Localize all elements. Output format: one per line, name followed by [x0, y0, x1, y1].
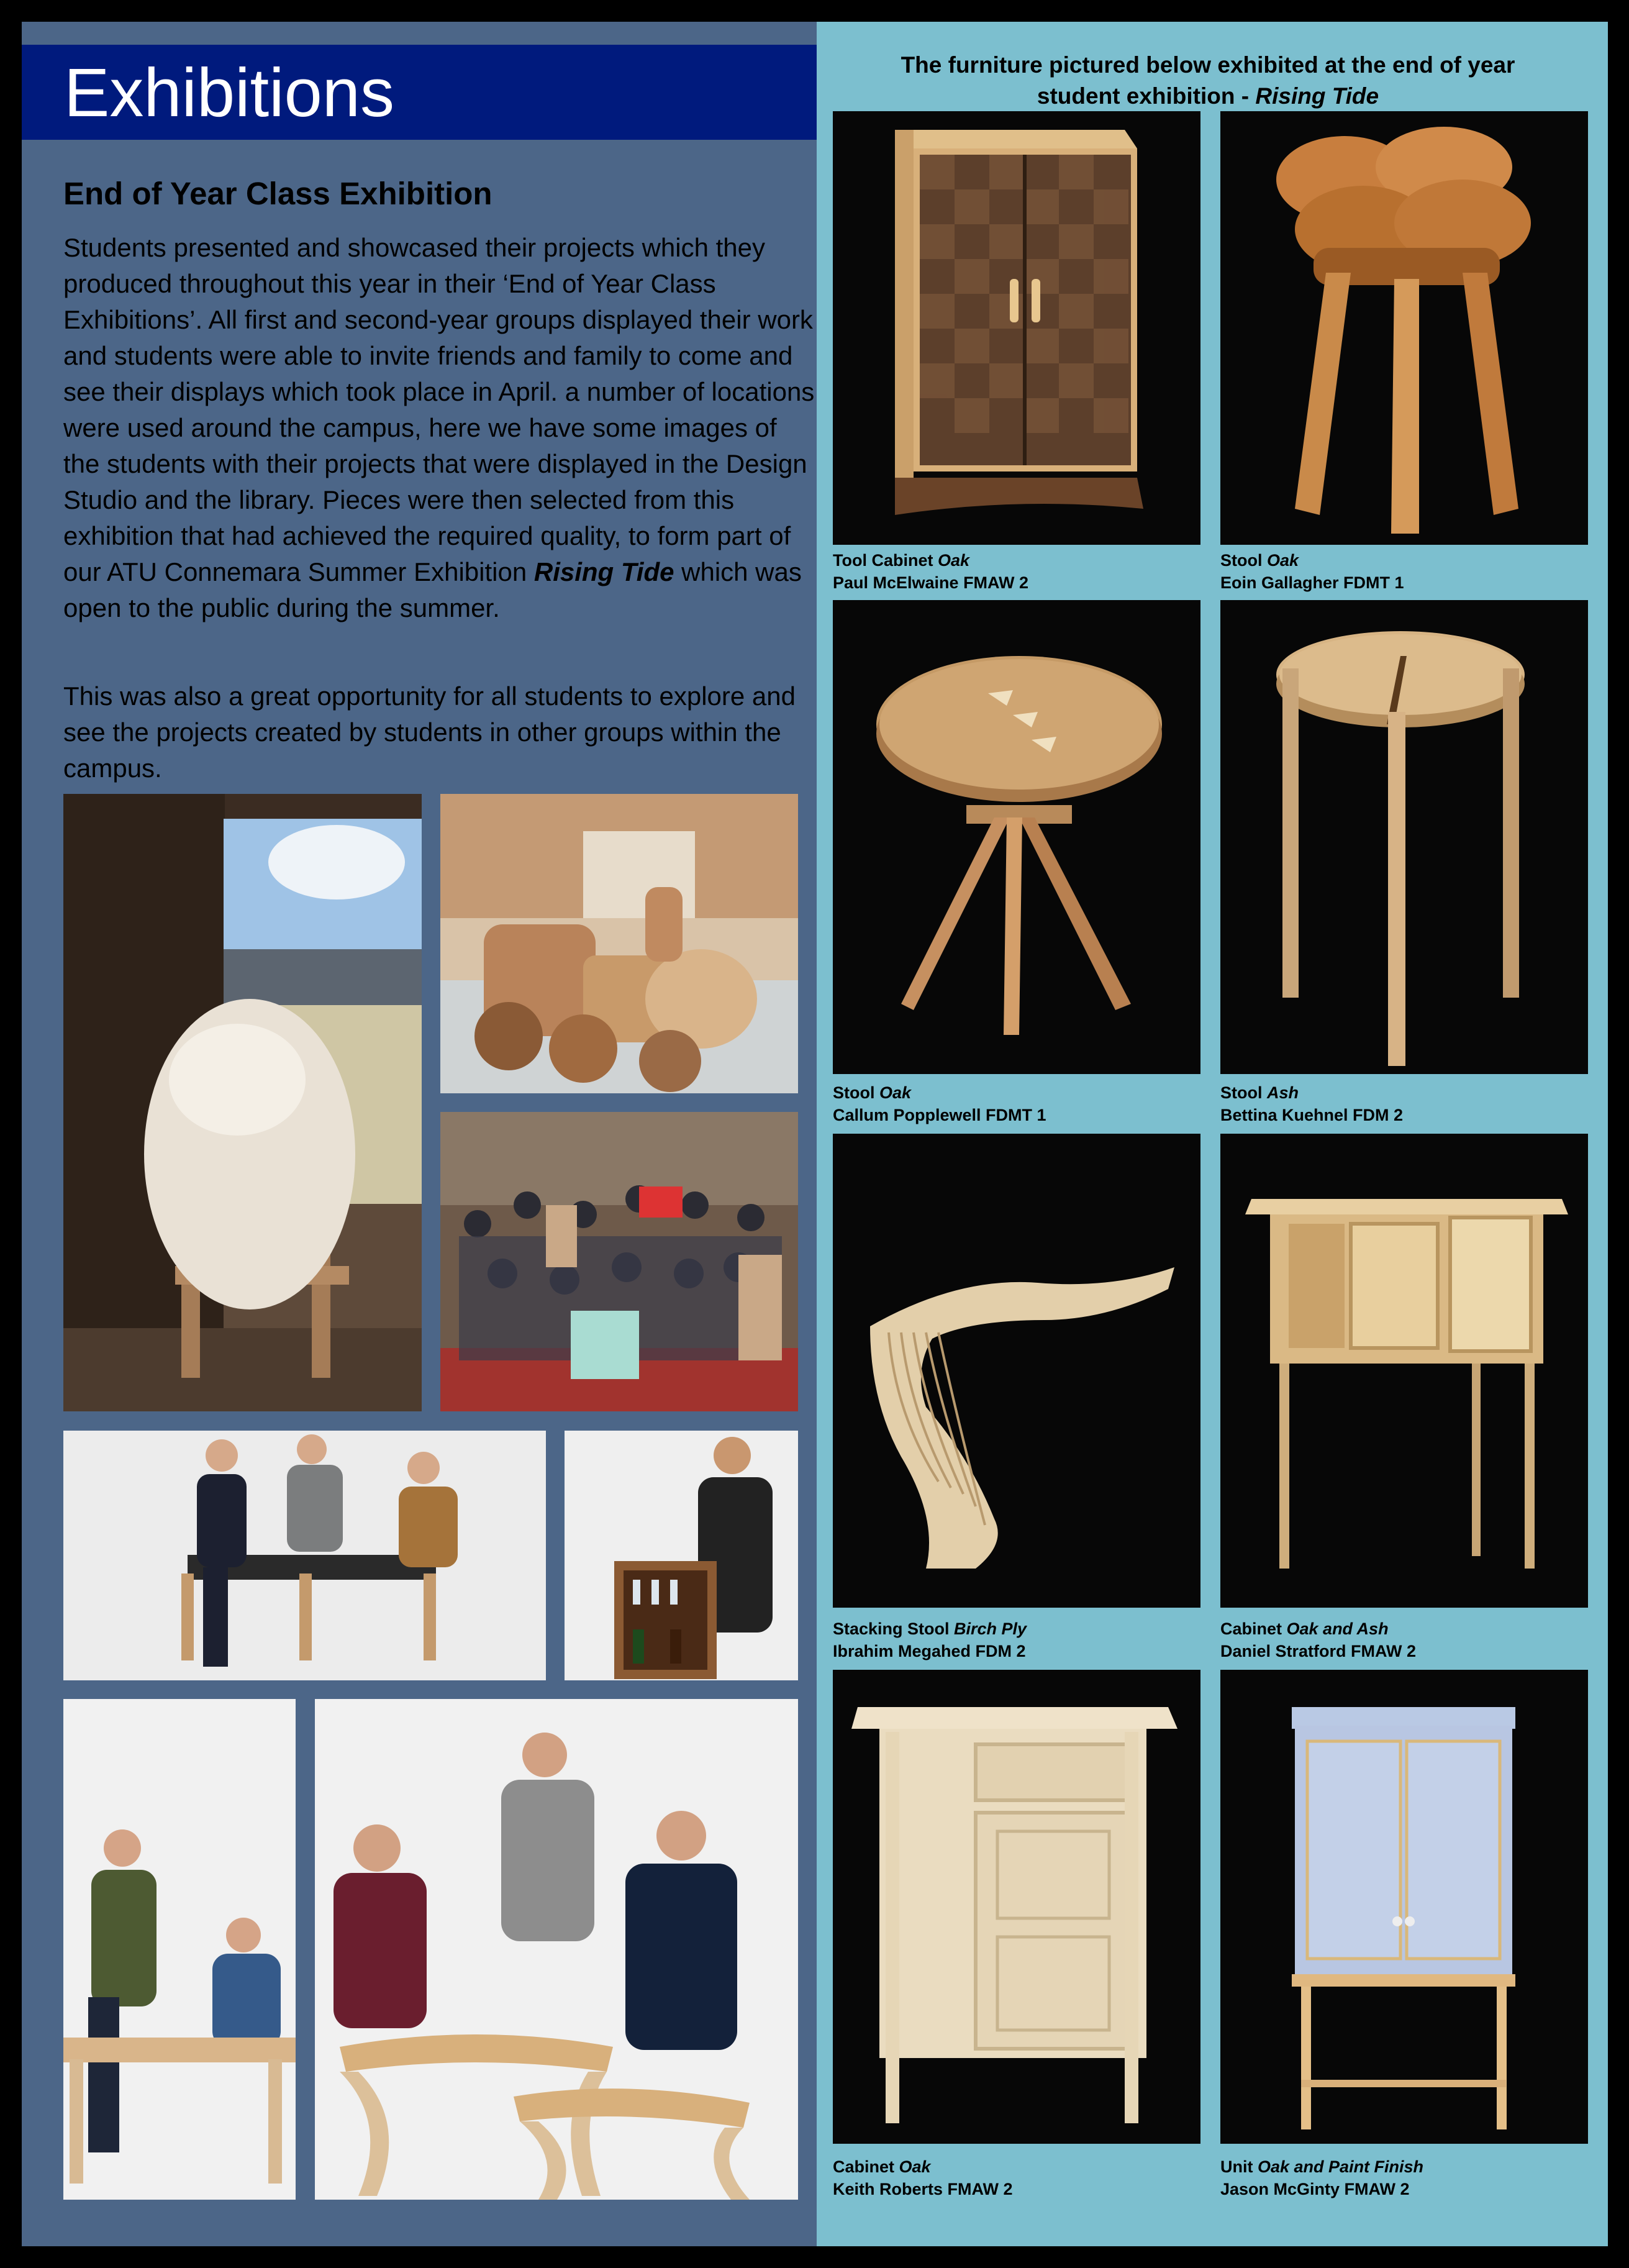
piece-material: Ash: [1267, 1083, 1299, 1102]
exhibition-name: Rising Tide: [533, 557, 674, 586]
piece-maker: Paul McElwaine FMAW 2: [833, 573, 1029, 592]
caption-clover-stool: [1220, 549, 1593, 594]
piece-name: Stool: [1220, 551, 1267, 570]
photo-bench-three-students: [63, 1431, 546, 1680]
furniture-photo-tool-cabinet: [833, 111, 1200, 545]
piece-material: Oak and Ash: [1286, 1619, 1389, 1638]
intro-text-end: which was open to the public during the summer.: [63, 557, 802, 622]
furniture-heading-line2: [832, 81, 1584, 112]
piece-material: Oak: [899, 2157, 931, 2176]
page-title: Exhibitions: [64, 55, 394, 131]
piece-name: Stool: [1220, 1083, 1267, 1102]
piece-name: Cabinet: [833, 2157, 899, 2176]
caption-title: [833, 549, 1205, 572]
piece-name: Stool: [833, 1083, 879, 1102]
piece-material: Oak and Paint Finish: [1258, 2157, 1424, 2176]
furniture-heading-emph: Rising Tide: [1255, 83, 1379, 109]
piece-maker: Callum Popplewell FDMT 1: [833, 1106, 1046, 1124]
piece-maker: Jason McGinty FMAW 2: [1220, 2180, 1410, 2198]
furniture-heading-line2-text: student exhibition -: [1037, 83, 1256, 109]
caption-title: [1220, 1618, 1593, 1640]
caption-title: [833, 1618, 1205, 1640]
caption-tool-cabinet: [833, 549, 1205, 594]
piece-material: Oak: [1267, 551, 1299, 570]
piece-name: Tool Cabinet: [833, 551, 938, 570]
caption-title: [1220, 2156, 1593, 2178]
photo-woven-stools-three-students: [315, 1699, 798, 2200]
photo-wooden-train: [440, 794, 798, 1093]
furniture-photo-stacking-stool: [833, 1134, 1200, 1608]
caption-painted-unit: [1220, 2156, 1593, 2200]
furniture-photo-ash-stool: [1220, 600, 1588, 1074]
intro-paragraph: [63, 230, 815, 626]
caption-title: [833, 2156, 1205, 2178]
photo-student-group: [440, 1112, 798, 1411]
piece-material: Birch Ply: [954, 1619, 1027, 1638]
furniture-photo-oak-cabinet: [833, 1670, 1200, 2144]
caption-title: [833, 1082, 1205, 1104]
photo-drinks-cabinet: [565, 1431, 798, 1680]
piece-maker: Daniel Stratford FMAW 2: [1220, 1642, 1417, 1660]
piece-maker: Ibrahim Megahed FDM 2: [833, 1642, 1026, 1660]
piece-name: Cabinet: [1220, 1619, 1287, 1638]
furniture-photo-round-stool: [833, 600, 1200, 1074]
furniture-heading-line1: The furniture pictured below exhibited at the end of year: [901, 52, 1515, 78]
piece-maker: Eoin Gallagher FDMT 1: [1220, 573, 1404, 592]
furniture-photo-oak-ash-cabinet: [1220, 1134, 1588, 1608]
piece-material: Oak: [938, 551, 970, 570]
caption-round-stool: [833, 1082, 1205, 1126]
caption-title: [1220, 1082, 1593, 1104]
piece-name: Unit: [1220, 2157, 1258, 2176]
piece-material: Oak: [879, 1083, 912, 1102]
furniture-heading: [832, 50, 1584, 112]
furniture-photo-clover-stool: [1220, 111, 1588, 545]
caption-ash-stool: [1220, 1082, 1593, 1126]
photo-sheepskin-chair: [63, 794, 422, 1411]
caption-oak-cabinet: [833, 2156, 1205, 2200]
photo-woven-bench-two-students: [63, 1699, 296, 2200]
second-paragraph: This was also a great opportunity for all students to explore and see the projects created by students in other groups within the campus.: [63, 681, 796, 783]
caption-stacking-stool: [833, 1618, 1205, 1662]
piece-name: Stacking Stool: [833, 1619, 955, 1638]
section-heading: End of Year Class Exhibition: [63, 176, 492, 211]
furniture-photo-painted-unit: [1220, 1670, 1588, 2144]
caption-title: [1220, 549, 1593, 572]
caption-oak-ash-cabinet: [1220, 1618, 1593, 1662]
piece-maker: Bettina Kuehnel FDM 2: [1220, 1106, 1404, 1124]
intro-text-start: Students presented and showcased their projects which they produced throughout this year in their ‘End of Year Class Exhibitions’. All first and second-year groups displayed their work and students were able to invite friends and family to come and see their displays which took place in April. a number of locations were used around the campus, here we have some images of the students with their projects that were displayed in the Design Studio and the library. Pieces were then selected from this exhibition that had achieved the required quality, to form part of our ATU Connemara Summer Exhibition: [63, 233, 815, 586]
piece-maker: Keith Roberts FMAW 2: [833, 2180, 1013, 2198]
title-bar: [22, 45, 817, 140]
